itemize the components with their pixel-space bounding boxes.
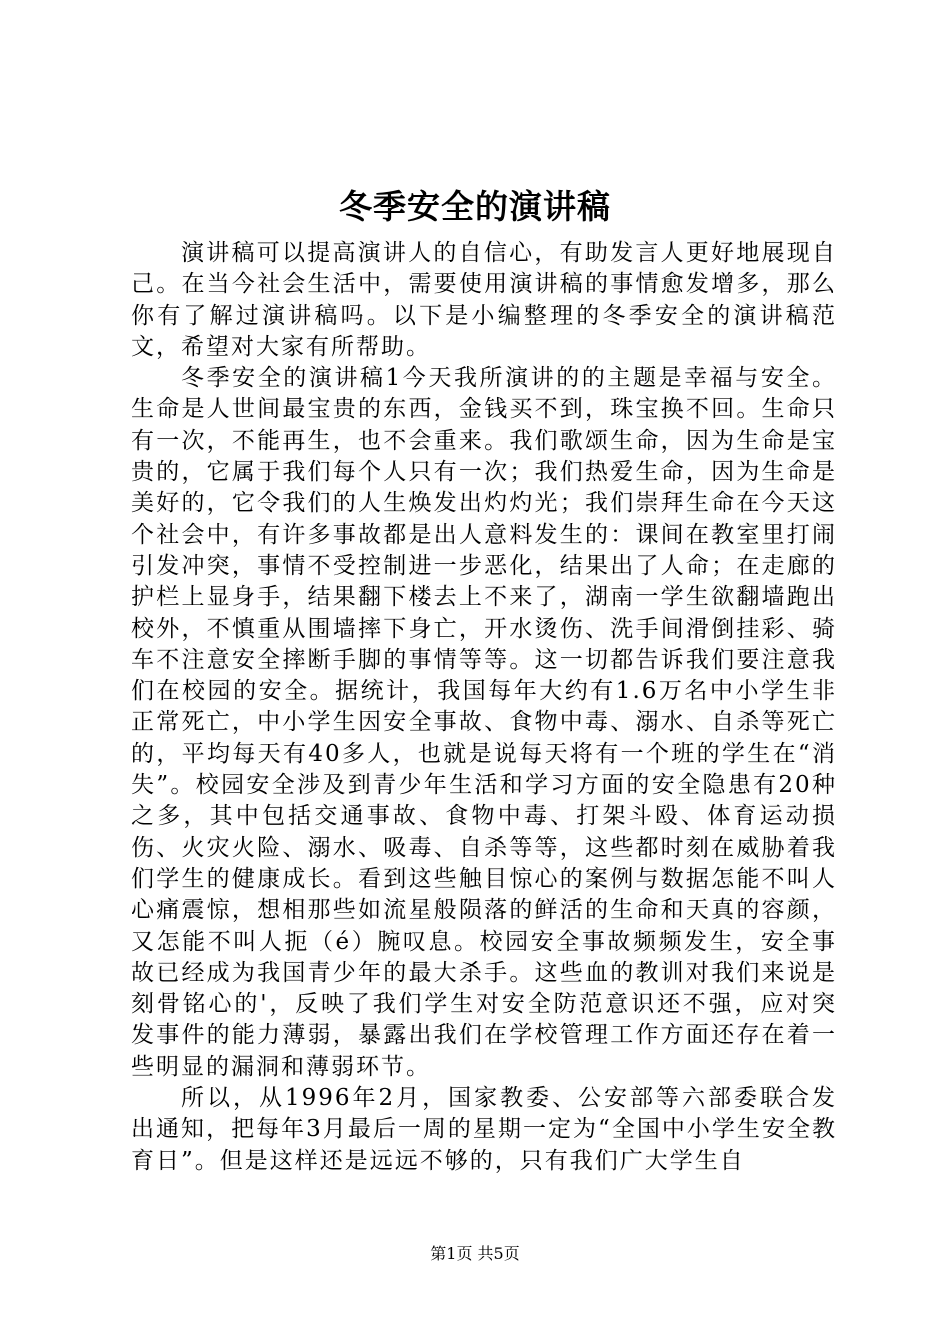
document-title: 冬季安全的演讲稿 — [339, 187, 611, 226]
document-body — [131, 238, 837, 1177]
page-footer: 第1页 共5页 — [430, 1244, 520, 1263]
paragraph-intro: 演讲稿可以提高演讲人的自信心，有助发言人更好地展现自己。在当今社会生活中，需要使用演讲稿的事情愈发增多，那么你有了解过演讲稿吗。以下是小编整理的冬季安全的演讲稿范文，希望对大家有所帮助。 — [131, 240, 837, 360]
paragraph-safety-day: 所以，从1996年2月，国家教委、公安部等六部委联合发出通知，把每年3月最后一周的星期一定为“全国中小学生安全教育日”。但是这样还是远远不够的，只有我们广大学生自 — [131, 1085, 837, 1174]
paragraph-speech-1: 冬季安全的演讲稿1今天我所演讲的的主题是幸福与安全。生命是人世间最宝贵的东西，金钱买不到，珠宝换不回。生命只有一次，不能再生，也不会重来。我们歌颂生命，因为生命是宝贵的，它属于我们每个人只有一次；我们热爱生命，因为生命是美好的，它令我们的人生焕发出灼灼光；我们崇拜生命在今天这个社会中，有许多事故都是出人意料发生的：课间在教室里打闹引发冲突，事情不受控制进一步恶化，结果出了人命；在走廊的护栏上显身手，结果翻下楼去上不来了，湖南一学生欲翻墙跑出校外，不慎重从围墙摔下身亡，开水烫伤、洗手间滑倒挂彩、骑车不注意安全摔断手脚的事情等等。这一切都告诉我们要注意我们在校园的安全。据统计，我国每年大约有1.6万名中小学生非正常死亡，中小学生因安全事故、食物中毒、溺水、自杀等死亡的，平均每天有40多人，也就是说每天将有一个班的学生在“消失”。校园安全涉及到青少年生活和学习方面的安全隐患有20种之多，其中包括交通事故、食物中毒、打架斗殴、体育运动损伤、火灾火险、溺水、吸毒、自杀等等，这些都时刻在威胁着我们学生的健康成长。看到这些触目惊心的案例与数据怎能不叫人心痛震惊，想相那些如流星般陨落的鲜活的生命和天真的容颜，又怎能不叫人扼（é）腕叹息。校园安全事故频频发生，安全事故已经成为我国青少年的最大杀手。这些血的教训对我们来说是刻骨铭心的'，反映了我们学生对安全防范意识还不强，应对突发事件的能力薄弱，暴露出我们在学校管理工作方面还存在着一些明显的漏洞和薄弱环节。 — [131, 365, 837, 1080]
